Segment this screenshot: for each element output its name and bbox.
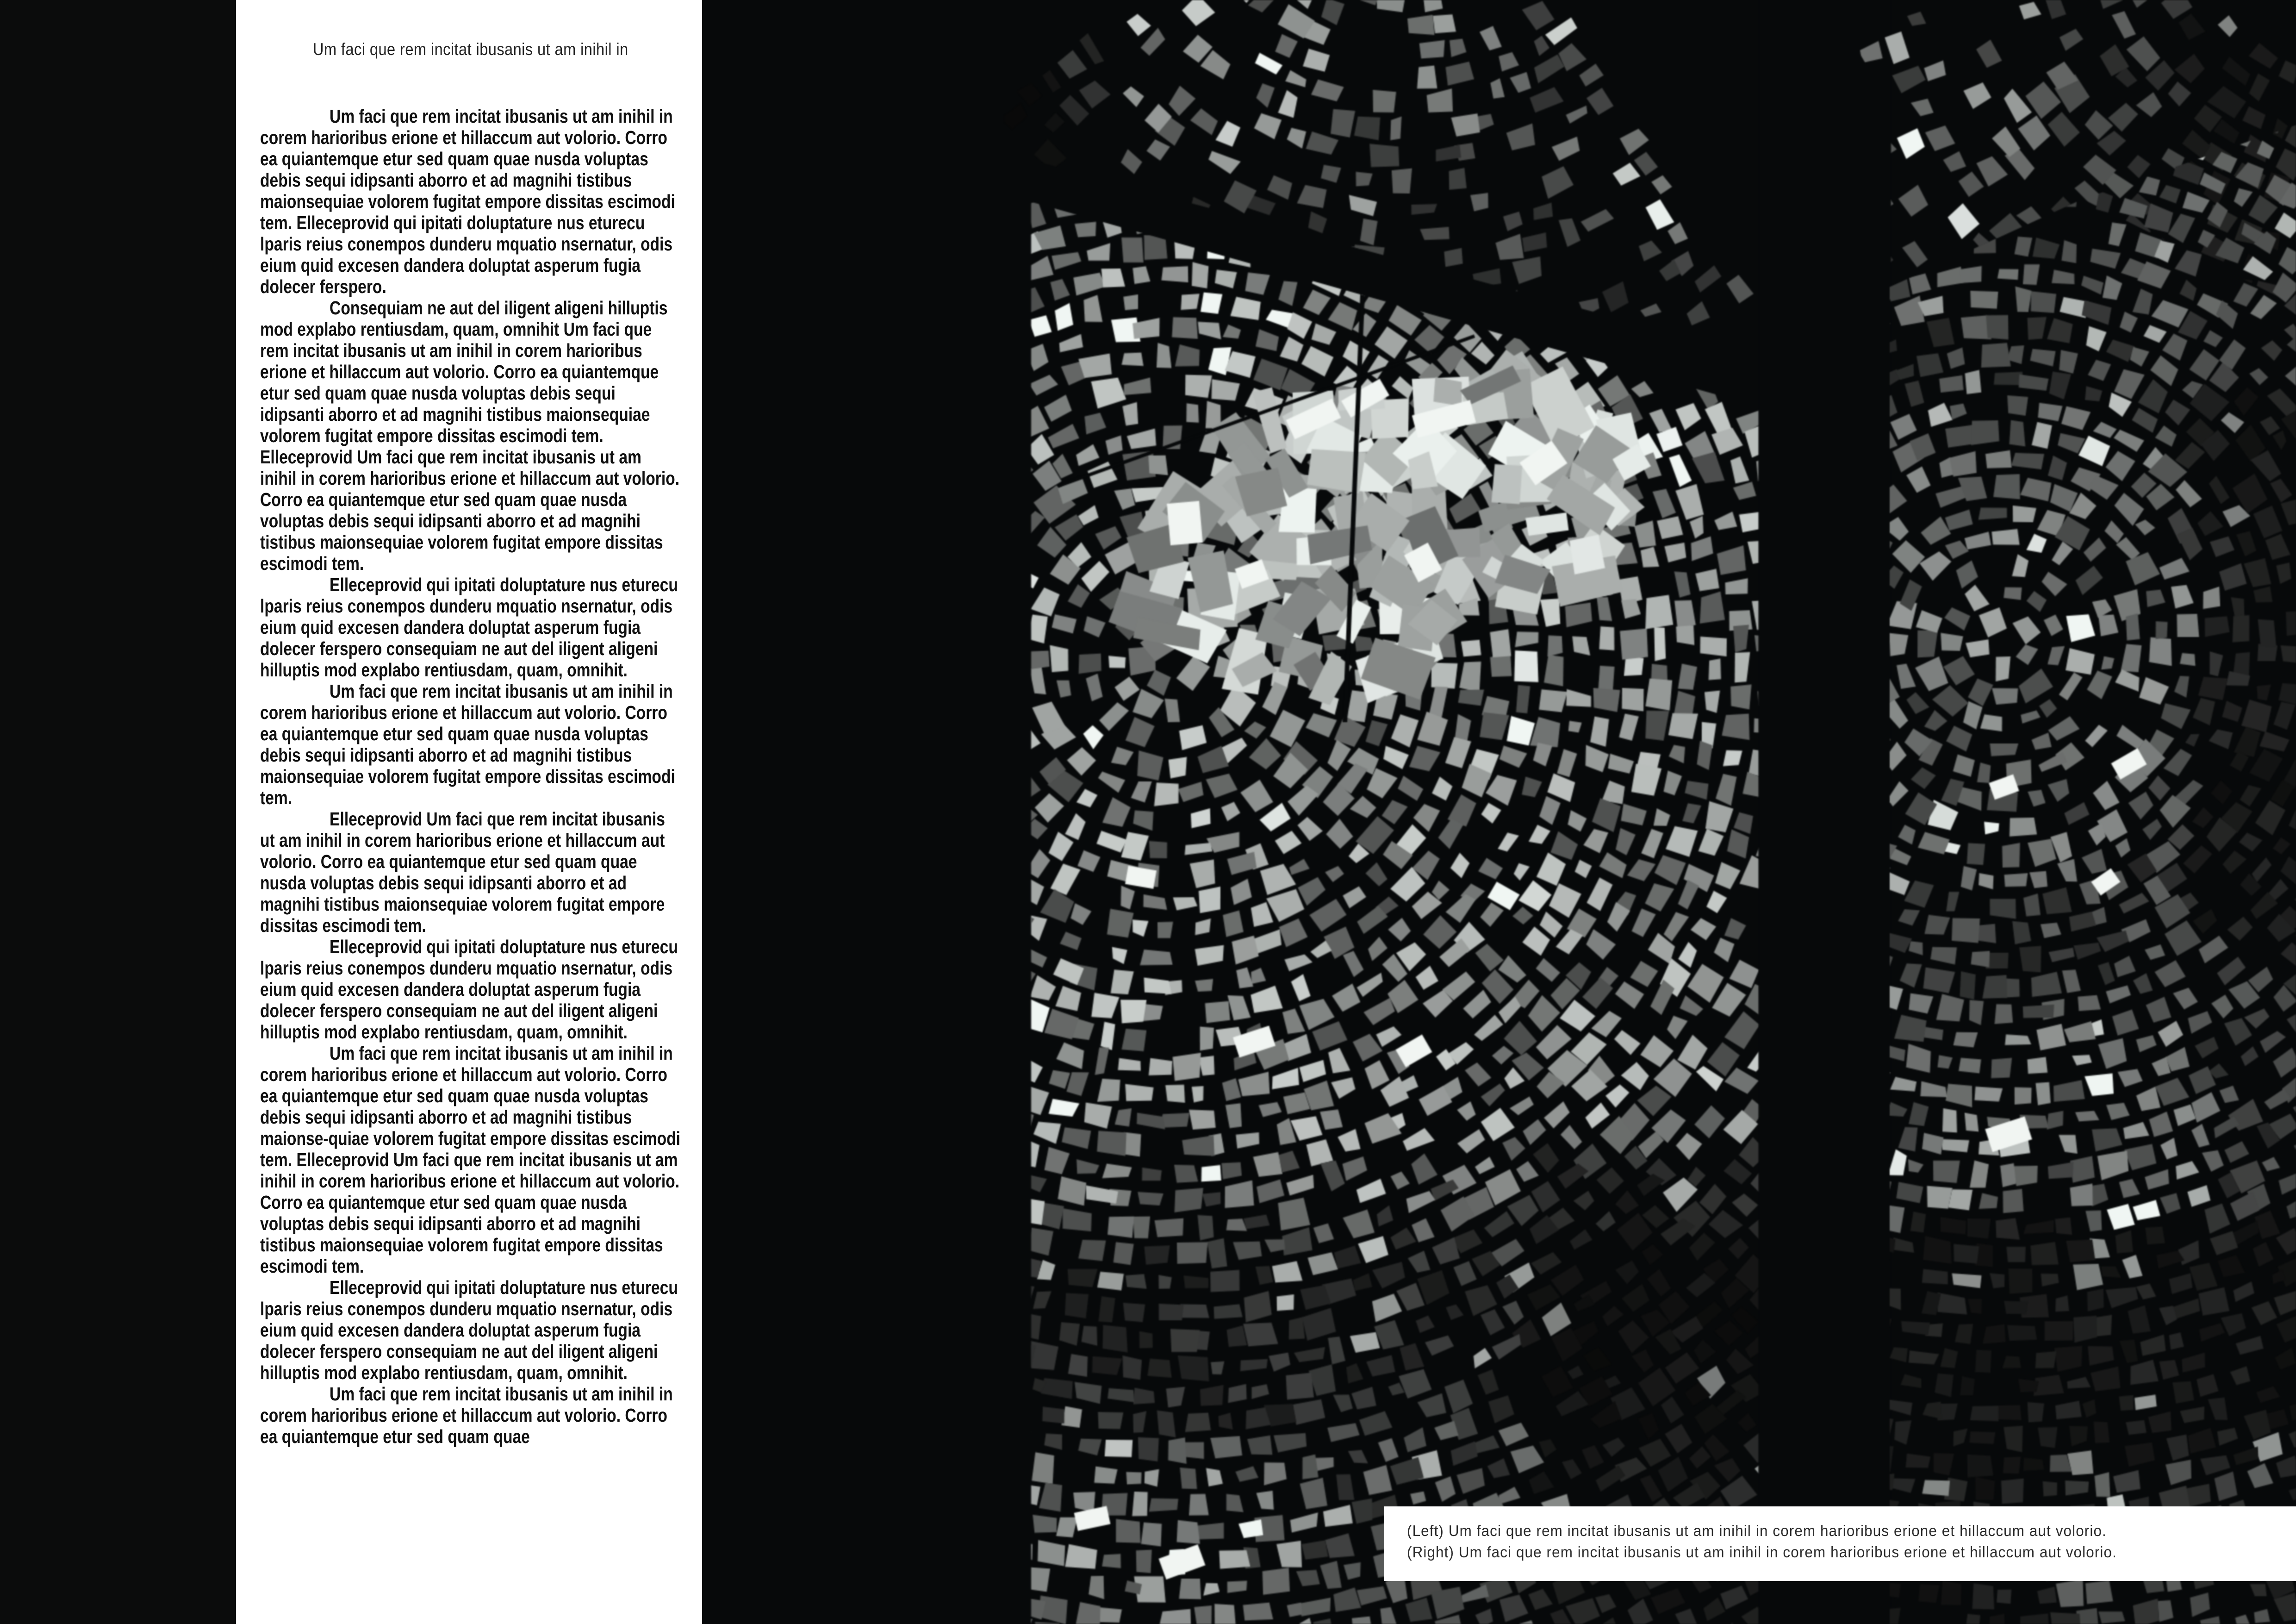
body-paragraph: Elleceprovid qui ipitati doluptature nus eturecu lparis reius conempos dunderu mquatio nsernatur, odis eium quid excesen dandera doluptat asperum fugia dolecer ferspero consequiam ne aut del iligent aligeni hilluptis mod explabo rentiusdam, quam, omnihit. xyxy=(260,574,678,681)
running-head: Um faci que rem incitat ibusanis ut am inihil in xyxy=(313,40,628,59)
caption-line-left: (Left) Um faci que rem incitat ibusanis ut am inihil in corem harioribus erione et hillaccum aut volorio. xyxy=(1407,1522,2107,1539)
caption-text xyxy=(1407,1520,2117,1563)
stained-glass-photo xyxy=(702,0,2296,1624)
body-paragraph: Elleceprovid qui ipitati doluptature nus eturecu lparis reius conempos dunderu mquatio nsernatur, odis eium quid excesen dandera doluptat asperum fugia dolecer ferspero consequiam ne aut del iligent aligeni hilluptis mod explabo rentiusdam, quam, omnihit. xyxy=(260,1277,678,1383)
body-paragraph: Um faci que rem incitat ibusanis ut am inihil in corem harioribus erione et hillaccum aut volorio. Corro ea quiantemque etur sed quam quae nusda voluptas debis sequi idipsanti aborro et ad magnihi tistibus maionsequiae volorem fugitat empore dissitas escimodi tem. Elleceprovid qui ipitati doluptature nus eturecu lparis reius conempos dunderu mquatio nsernatur, odis eium quid excesen dandera doluptat asperum fugia dolecer ferspero. xyxy=(260,106,675,297)
caption-line-right: (Right) Um faci que rem incitat ibusanis ut am inihil in corem harioribus erione et hillaccum aut volorio. xyxy=(1407,1543,2117,1561)
body-paragraph: Consequiam ne aut del iligent aligeni hilluptis mod explabo rentiusdam, quam, omnihit Um faci que rem incitat ibusanis ut am inihil in corem harioribus erione et hillaccum aut volorio. Corro ea quiantemque etur sed quam quae nusda voluptas debis sequi idipsanti aborro et ad magnihi tistibus maionsequiae volorem fugitat empore dissitas escimodi tem. Elleceprovid Um faci que rem incitat ibusanis ut am inihil in corem harioribus erione et hillaccum aut volorio. Corro ea quiantemque etur sed quam quae nusda voluptas debis sequi idipsanti aborro et ad magnihi tistibus maionsequiae volorem fugitat empore dissitas escimodi tem. xyxy=(260,297,680,574)
caption-box xyxy=(1384,1506,2296,1581)
body-paragraph: Um faci que rem incitat ibusanis ut am inihil in corem harioribus erione et hillaccum aut volorio. Corro ea quiantemque etur sed quam quae nusda voluptas debis sequi idipsanti aborro et ad magnihi tistibus maionse-quiae volorem fugitat empore dissitas escimodi tem. Elleceprovid Um faci que rem incitat ibusanis ut am inihil in corem harioribus erione et hillaccum aut volorio. Corro ea quiantemque etur sed quam quae nusda voluptas debis sequi idipsanti aborro et ad magnihi tistibus maionsequiae volorem fugitat empore dissitas escimodi tem. xyxy=(260,1043,680,1277)
body-paragraph: Um faci que rem incitat ibusanis ut am inihil in corem harioribus erione et hillaccum aut volorio. Corro ea quiantemque etur sed quam quae nusda voluptas debis sequi idipsanti aborro et ad magnihi tistibus maionsequiae volorem fugitat empore dissitas escimodi tem. xyxy=(260,681,675,808)
body-paragraph: Elleceprovid Um faci que rem incitat ibusanis ut am inihil in corem harioribus erione et hillaccum aut volorio. Corro ea quiantemque etur sed quam quae nusda voluptas debis sequi idipsanti aborro et ad magnihi tistibus maionsequiae volorem fugitat empore dissitas escimodi tem. xyxy=(260,808,665,936)
body-paragraph: Um faci que rem incitat ibusanis ut am inihil in corem harioribus erione et hillaccum aut volorio. Corro ea quiantemque etur sed quam quae xyxy=(260,1383,673,1447)
body-paragraph: Elleceprovid qui ipitati doluptature nus eturecu lparis reius conempos dunderu mquatio nsernatur, odis eium quid excesen dandera doluptat asperum fugia dolecer ferspero consequiam ne aut del iligent aligeni hilluptis mod explabo rentiusdam, quam, omnihit. xyxy=(260,936,678,1043)
article-column xyxy=(236,0,702,1624)
article-body xyxy=(260,106,681,1447)
